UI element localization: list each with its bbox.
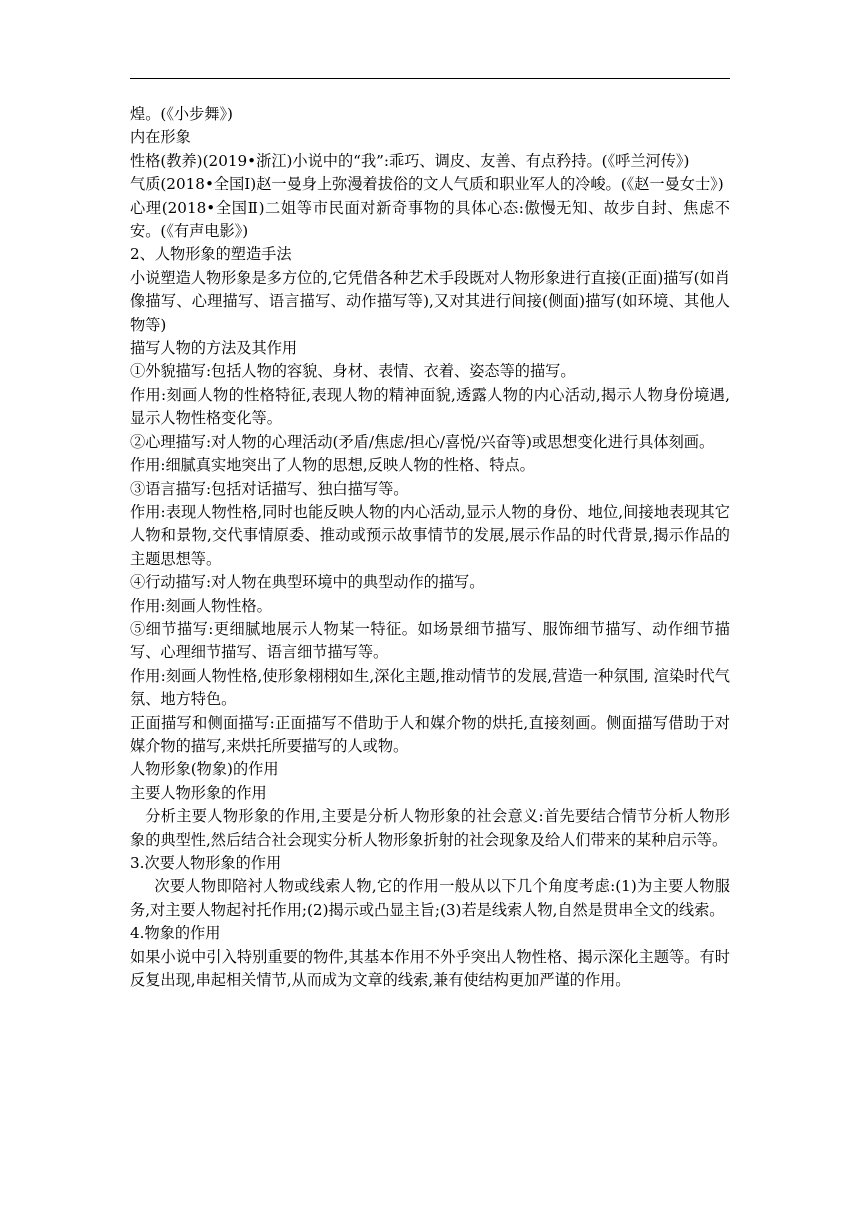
paragraph: ⑤细节描写:更细腻地展示人物某一特征。如场景细节描写、服饰细节描写、动作细节描写、心理细节描写、语言细节描写等。 — [130, 619, 730, 662]
paragraph: 煌。(《小步舞》) — [130, 105, 233, 123]
paragraph: 性格(教养)(2019•浙江)小说中的“我”:乖巧、调皮、友善、有点矜持。(《呼兰河传》) — [130, 151, 690, 170]
paragraph: 小说塑造人物形象是多方位的,它凭借各种艺术手段既对人物形象进行直接(正面)描写(如肖像描写、心理描写、语言描写、动作描写等),又对其进行间接(侧面)描写(如环境、其他人物等) — [130, 268, 730, 334]
paragraph: 作用:刻画人物性格,使形象栩栩如生,深化主题,推动情节的发展,营造一种氛围, 渲染时代气氛、地方特色。 — [130, 666, 730, 709]
document-body — [130, 103, 730, 992]
section-heading: 内在形象 — [130, 128, 191, 147]
paragraph: 分析主要人物形象的作用,主要是分析人物形象的社会意义:首先要结合情节分析人物形象的典型性,然后结合社会现实分析人物形象折射的社会现象及给人们带来的某种启示等。 — [130, 807, 730, 849]
paragraph: 作用:表现人物性格,同时也能反映人物的内心活动,显示人物的身份、地位,间接地表现其它人物和景物,交代事情原委、推动或预示故事情节的发展,展示作品的时代背景,揭示作品的主题思想等。 — [130, 502, 730, 568]
paragraph: 如果小说中引入特别重要的物件,其基本作用不外乎突出人物性格、揭示深化主题等。有时反复出现,串起相关情节,从而成为文章的线索,兼有使结构更加严谨的作用。 — [130, 947, 730, 990]
header-rule — [130, 78, 730, 79]
section-heading: 人物形象(物象)的作用 — [130, 760, 279, 779]
paragraph: 作用:细腻真实地突出了人物的思想,反映人物的性格、特点。 — [130, 456, 535, 475]
paragraph: 心理(2018•全国Ⅱ)二姐等市民面对新奇事物的具体心态:傲慢无知、故步自封、焦虑不安。(《有声电影》) — [130, 198, 730, 241]
paragraph: ④行动描写:对人物在典型环境中的典型动作的描写。 — [130, 573, 485, 592]
section-heading: 4.物象的作用 — [130, 924, 221, 943]
paragraph: 次要人物即陪衬人物或线索人物,它的作用一般从以下几个角度考虑:(1)为主要人物服务,对主要人物起衬托作用;(2)揭示或凸显主旨;(3)若是线索人物,自然是贯串全文的线索。 — [130, 877, 730, 919]
section-heading: 主要人物形象的作用 — [130, 783, 267, 802]
paragraph: 正面描写和侧面描写:正面描写不借助于人和媒介物的烘托,直接刻画。侧面描写借助于对媒介物的描写,来烘托所要描写的人或物。 — [130, 713, 730, 755]
paragraph: ③语言描写:包括对话描写、独白描写等。 — [130, 479, 409, 498]
section-heading: 描写人物的方法及其作用 — [130, 339, 298, 358]
section-heading: 3.次要人物形象的作用 — [130, 854, 282, 872]
paragraph: ②心理描写:对人物的心理活动(矛盾/焦虑/担心/喜悦/兴奋等)或思想变化进行具体刻画。 — [130, 432, 715, 451]
paragraph: ①外貌描写:包括人物的容貌、身材、表情、衣着、姿态等的描写。 — [130, 362, 576, 381]
paragraph: 作用:刻画人物性格。 — [130, 596, 272, 615]
paragraph: 作用:刻画人物的性格特征,表现人物的精神面貌,透露人物的内心活动,揭示人物身份境遇,显示人物性格变化等。 — [130, 385, 730, 428]
section-heading: 2、人物形象的塑造手法 — [130, 245, 292, 264]
paragraph: 气质(2018•全国Ⅰ)赵一曼身上弥漫着拔俗的文人气质和职业军人的冷峻。(《赵一曼女士》) — [130, 175, 724, 194]
